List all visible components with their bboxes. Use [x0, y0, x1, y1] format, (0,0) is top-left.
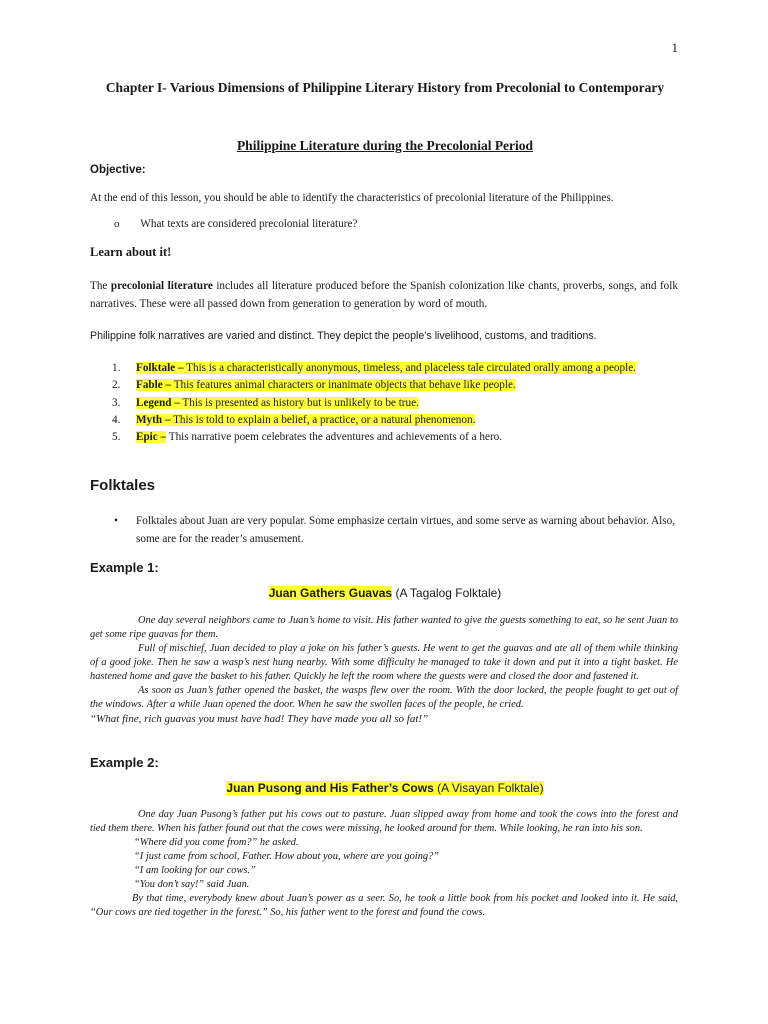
list-number: 2. [112, 379, 121, 392]
list-number: 1. [112, 362, 121, 374]
description: This is told to explain a belief, a practice, or a natural phenomenon. [170, 413, 476, 426]
story-paragraph: Full of mischief, Juan decided to play a joke on his father’s guests. He went to get the guavas and ate all of them while thinking of a good joke. Then he saw a wasp’s nest hung nearby. With some difficulty he managed to take it down and put it into a tight basket. He hastened home and gave the basket to his father. Quickly he left the room where the guests were and closed the door and fastened it. [90, 643, 678, 682]
objective-question-item [114, 215, 674, 233]
list-item [112, 395, 680, 412]
section-title: Philippine Literature during the Precolonial Period [236, 138, 534, 153]
dialog-line: “Where did you come from?” he asked. [134, 837, 299, 848]
chapter-title: Chapter I- Various Dimensions of Philippine Literary History from Precolonial to Contemporary [105, 80, 665, 95]
list-item [112, 377, 680, 394]
folk-narratives-paragraph: Philippine folk narratives are varied and distinct. They depict the people’s livelihood, customs, and traditions. [90, 330, 597, 342]
folktales-bullet-text: Folktales about Juan are very popular. Some emphasize certain virtues, and some serve as warning about behavior. Also, some are for the reader’s amusement. [136, 515, 676, 545]
highlighted-text [136, 414, 475, 426]
list-number: 4. [112, 413, 121, 426]
story-paragraph: As soon as Juan’s father opened the basket, the wasps flew over the room. With the door locked, the people fought to get out of the windows. After a while Juan opened the door. When he saw the swollen faces of the people, he cried. [90, 685, 678, 710]
description: This is a characteristically anonymous, timeless, and placeless tale circulated orally among a people. [183, 362, 636, 374]
term: Folktale – [136, 362, 184, 374]
folktales-heading: Folktales [90, 477, 156, 494]
term: Myth – [136, 413, 171, 426]
dialog-line: “I just came from school, Father. How about you, where are you going?” [134, 851, 440, 862]
example2-label: Example 2: [90, 755, 159, 770]
highlighted-text [136, 379, 516, 391]
description: This narrative poem celebrates the adventures and achievements of a hero. [166, 431, 503, 444]
page-number: 1 [671, 40, 678, 55]
learn-label: Learn about it! [90, 245, 172, 259]
example2-title-line [90, 781, 680, 795]
para-rest: includes all literature produced before the Spanish colonization like chants, proverbs, songs, and folk narratives. These were all passed down from generation to generation by word of mouth. [90, 280, 678, 310]
story-title: Juan Gathers Guavas [268, 586, 393, 600]
list-item [112, 360, 680, 377]
story-subtitle: (A Tagalog Folktale) [392, 586, 502, 600]
story-title: Juan Pusong and His Father’s Cows [226, 781, 434, 795]
example1-title-line [90, 586, 680, 600]
list-item [112, 429, 680, 446]
para-prefix: The [90, 280, 111, 292]
dialog-line: “You don’t say!” said Juan. [134, 879, 250, 890]
example1-story [90, 614, 678, 726]
dialog-line: “I am looking for our cows.” [134, 865, 256, 876]
para-term: precolonial literature [110, 280, 213, 292]
circle-bullet-icon: o [114, 218, 120, 230]
list-number: 5. [112, 431, 121, 444]
example1-label: Example 1: [90, 560, 159, 575]
folktales-bullet-item [114, 512, 684, 548]
story-quote: “What fine, rich guavas you must have had! They have made you all so fat!” [90, 713, 429, 725]
term: Legend – [136, 396, 180, 409]
highlighted-text [136, 397, 419, 409]
objective-text: At the end of this lesson, you should be able to identify the characteristics of precolonial literature of the Philippines. [90, 192, 614, 204]
highlighted-title [226, 781, 543, 795]
narrative-types-list [112, 360, 680, 446]
story-paragraph: One day several neighbors came to Juan’s home to visit. His father wanted to give the guests something to eat, so he sent Juan to get some ripe guavas for them. [90, 615, 678, 640]
example2-story [90, 808, 678, 920]
term: Fable – [136, 379, 172, 392]
bullet-icon: • [114, 515, 118, 527]
description: This features animal characters or inanimate objects that behave like people. [171, 379, 516, 392]
list-number: 3. [112, 396, 121, 409]
story-paragraph: By that time, everybody knew about Juan’s power as a seer. So, he took a little book from his pocket and looked into it. He said, “Our cows are tied together in the forest.” So, his father went to the forest and found the cows. [90, 893, 678, 918]
story-subtitle: (A Visayan Folktale) [433, 781, 544, 795]
highlighted-text [136, 362, 636, 374]
list-item [112, 412, 680, 429]
precolonial-paragraph [90, 277, 678, 313]
objective-label: Objective: [90, 164, 146, 176]
story-paragraph: One day Juan Pusong’s father put his cows out to pasture. Juan slipped away from home and took the cows into the forest and tied them there. When his father found out that the cows were missing, he looked around for them. While looking, he ran into his son. [90, 809, 678, 834]
objective-question: What texts are considered precolonial literature? [140, 218, 358, 230]
description: This is presented as history but is unlikely to be true. [179, 396, 419, 409]
term: Epic – [136, 431, 167, 444]
